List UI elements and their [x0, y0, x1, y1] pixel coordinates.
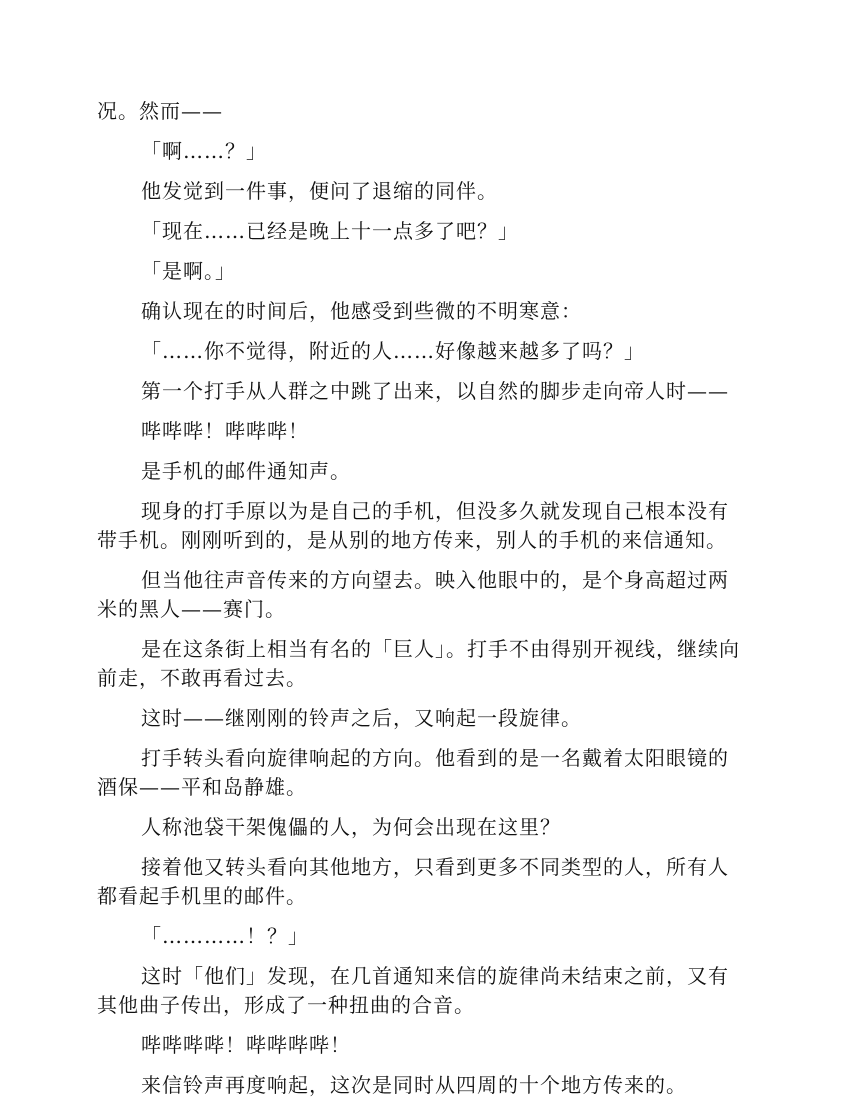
paragraph: 他发觉到一件事，便问了退缩的同伴。 [141, 179, 498, 203]
paragraph: 现身的打手原以为是自己的手机，但没多久就发现自己根本没有带手机。刚刚听到的，是从别的地方传来，别人的手机的来信通知。 [97, 499, 729, 552]
paragraph: 「现在……已经是晚上十一点多了吧？」 [141, 219, 519, 243]
paragraph: 第一个打手从人群之中跳了出来，以自然的脚步走向帝人时—— [141, 379, 729, 403]
paragraph: 哔哔哔哔！哔哔哔哔！ [141, 1033, 351, 1057]
paragraph: 「啊……？」 [141, 139, 267, 163]
paragraph: 人称池袋干架傀儡的人，为何会出现在这里？ [141, 815, 561, 839]
paragraph: 确认现在的时间后，他感受到些微的不明寒意： [141, 299, 582, 323]
paragraph: 这时「他们」发现，在几首通知来信的旋律尚未结束之前，又有其他曲子传出，形成了一种扭曲的合音。 [97, 964, 729, 1017]
paragraph: 「…………！？」 [141, 924, 309, 948]
paragraph: 来信铃声再度响起，这次是同时从四周的十个地方传来的。 [141, 1073, 687, 1097]
paragraph: 「是啊。」 [141, 259, 236, 283]
paragraph: 「……你不觉得，附近的人……好像越来越多了吗？」 [141, 339, 645, 363]
page-body [97, 97, 747, 1111]
paragraph: 但当他往声音传来的方向望去。映入他眼中的，是个身高超过两米的黑人——赛门。 [97, 568, 729, 621]
paragraph: 况。然而—— [97, 99, 223, 123]
paragraph: 是手机的邮件通知声。 [141, 459, 351, 483]
paragraph: 哔哔哔！哔哔哔！ [141, 419, 309, 443]
paragraph: 这时——继刚刚的铃声之后，又响起一段旋律。 [141, 706, 582, 730]
paragraph: 打手转头看向旋律响起的方向。他看到的是一名戴着太阳眼镜的酒保——平和岛静雄。 [97, 746, 729, 799]
paragraph: 是在这条街上相当有名的「巨人」。打手不由得别开视线，继续向前走，不敢再看过去。 [97, 637, 740, 690]
paragraph: 接着他又转头看向其他地方，只看到更多不同类型的人，所有人都看起手机里的邮件。 [97, 855, 729, 908]
